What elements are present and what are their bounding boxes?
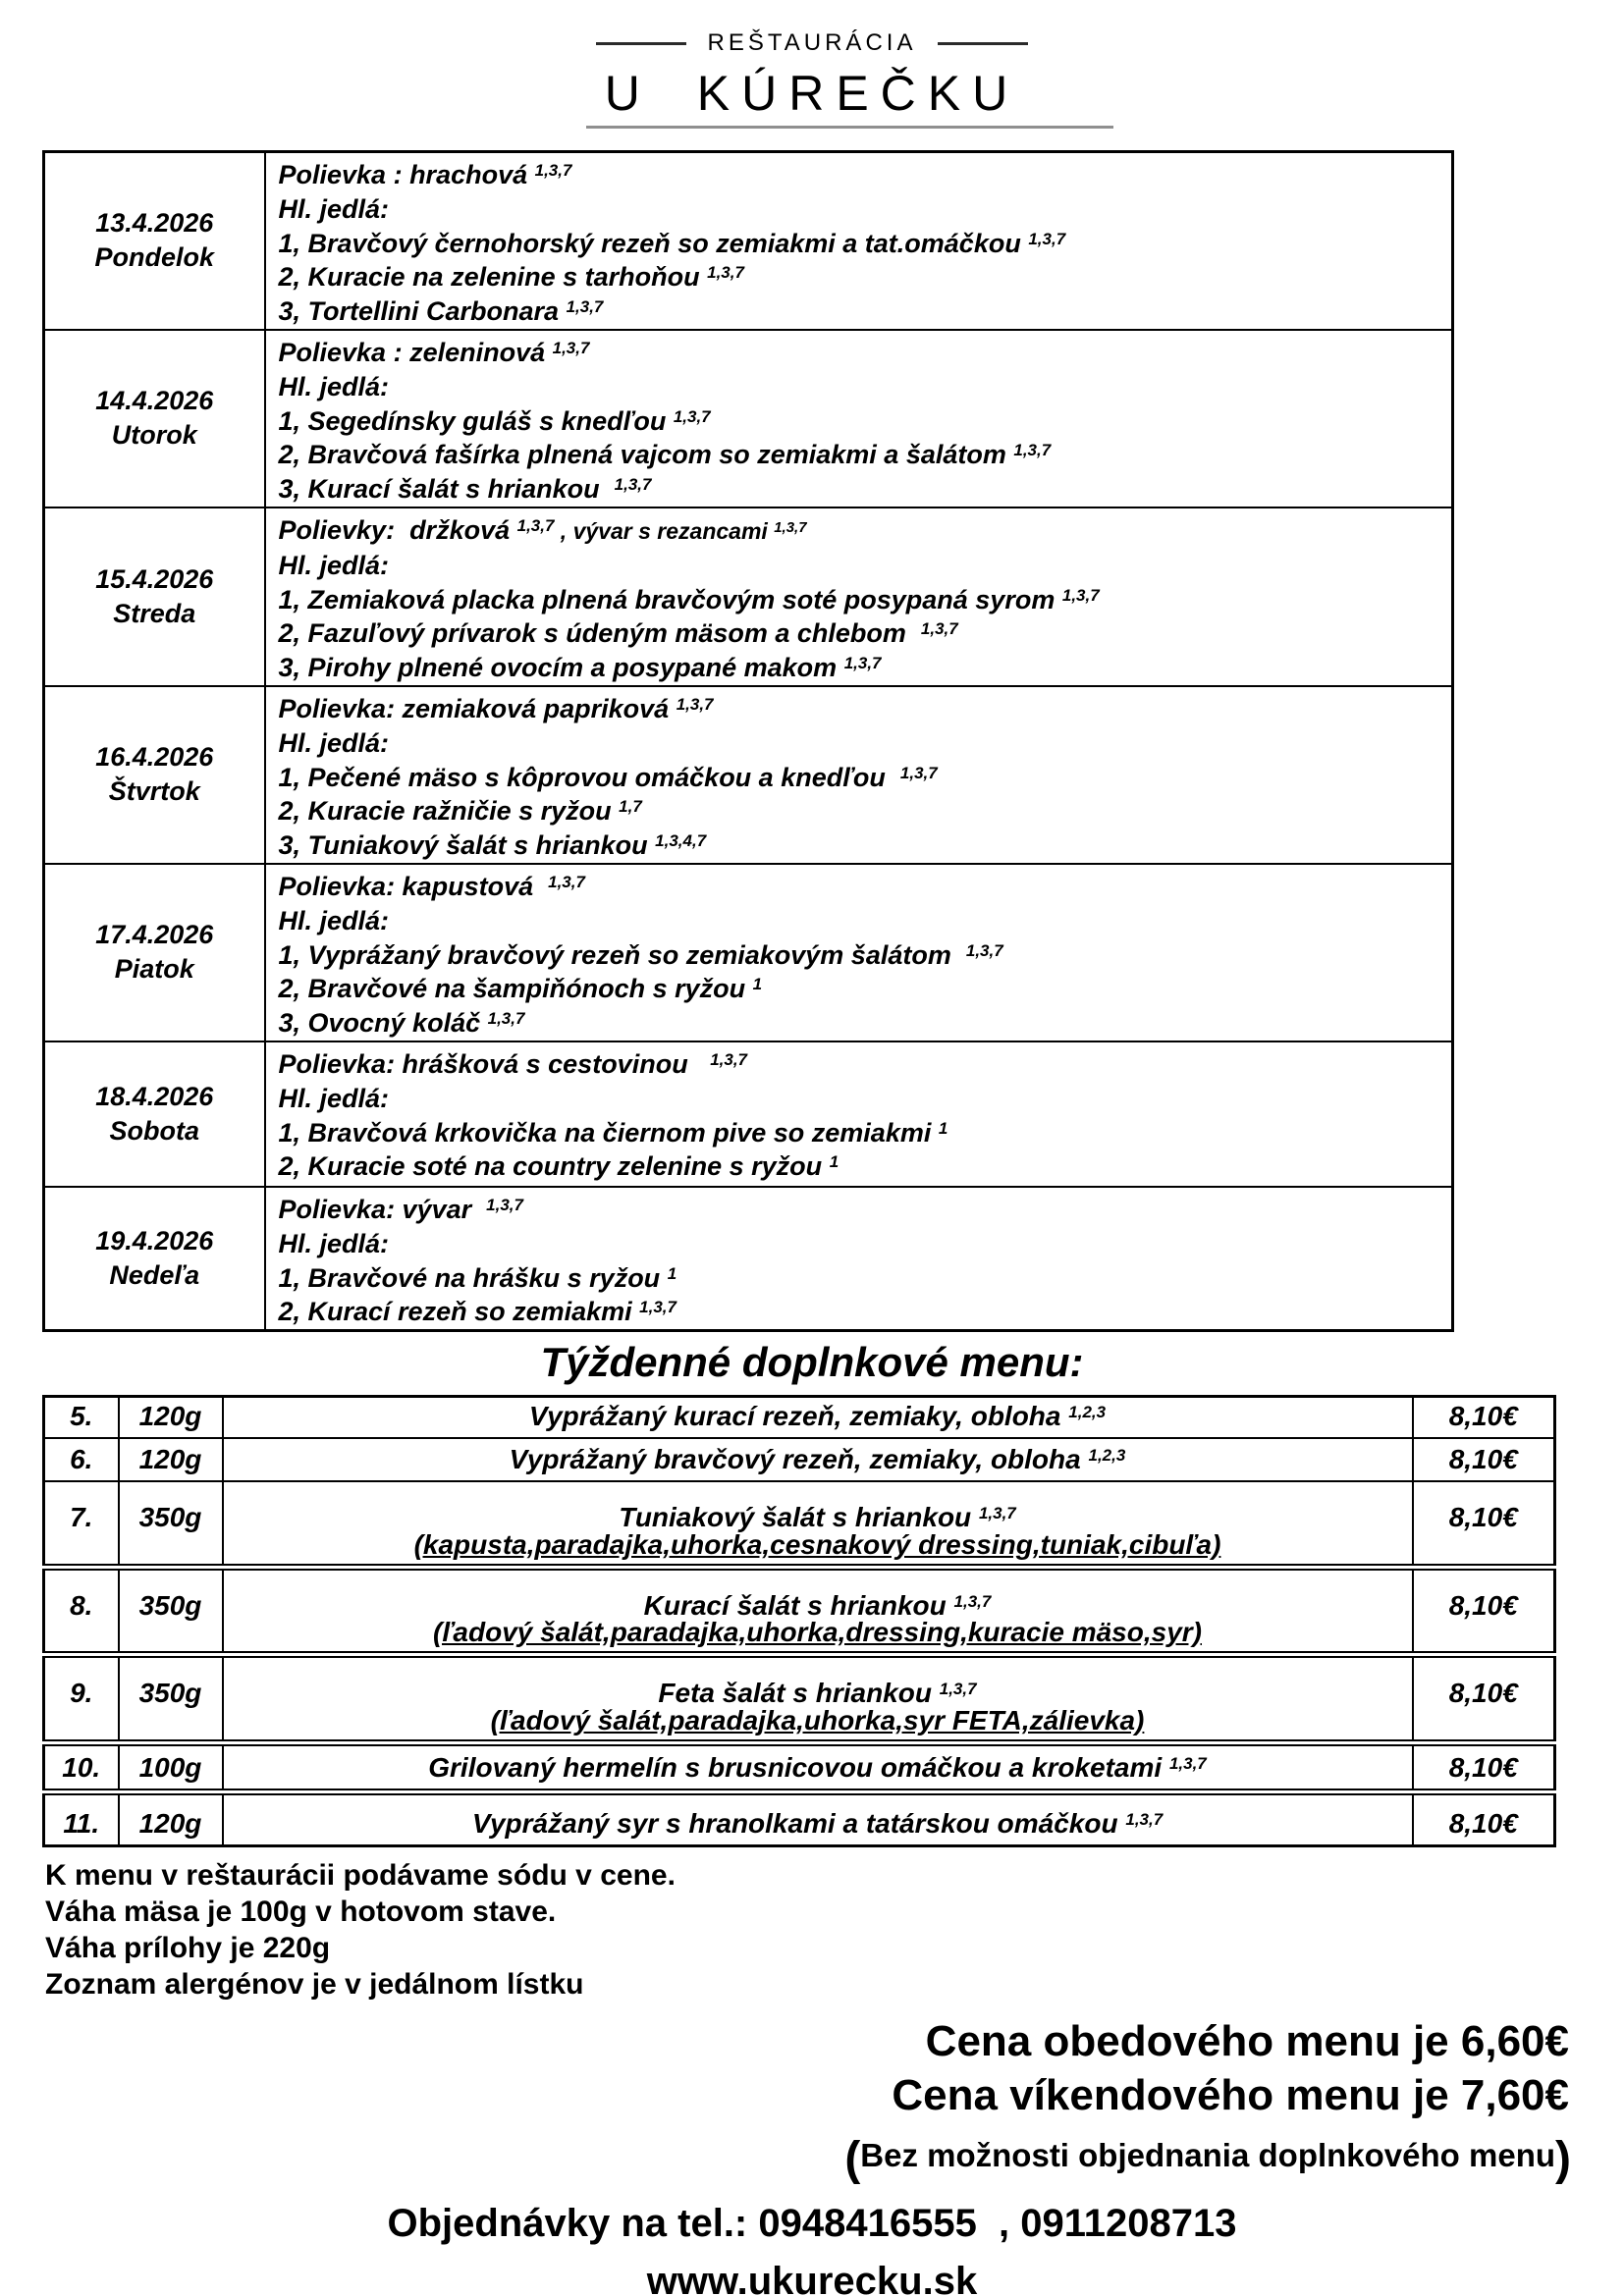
lunch-menu-price: Cena obedového menu je 6,60€ (925, 2017, 1569, 2066)
dish-text: Hl. jedlá: (278, 1083, 390, 1113)
item-description (225, 1571, 1411, 1622)
allergen-codes: 1 (752, 975, 763, 994)
item-weight-cell: 350g (119, 1568, 223, 1655)
menu-line (279, 438, 1446, 472)
extras-item-row (44, 1438, 1555, 1481)
item-description-cell (223, 1438, 1413, 1481)
item-price-cell: 8,10€ (1413, 1792, 1555, 1846)
menu-line (279, 870, 1446, 904)
item-price-cell: 8,10€ (1413, 1438, 1555, 1481)
allergen-codes: 1,3,7 (1013, 441, 1052, 460)
allergen-codes: 1,2,3 (1068, 1402, 1107, 1421)
item-weight-cell: 350g (119, 1655, 223, 1743)
allergen-codes: 1,3,7 (710, 1049, 747, 1069)
dish-text: Hl. jedlá: (278, 371, 390, 401)
menu-line (279, 972, 1446, 1006)
orders-phone-line: Objednávky na tel.: 0948416555 , 0911208713 (387, 2202, 1237, 2246)
allergen-codes: 1,3,7 (920, 619, 958, 639)
dish-text: Polievka : hrachová (278, 160, 535, 189)
menu-line (279, 260, 1446, 294)
item-description (225, 1808, 1411, 1840)
menu-day-row (44, 507, 1453, 686)
dish-text: 2, Kuracie soté na country zelenine s ryžou (278, 1151, 830, 1182)
menu-line (279, 1047, 1446, 1082)
allergen-codes: 1,3,7 (487, 1009, 525, 1029)
close-paren: ) (1555, 2133, 1571, 2186)
restaurant-label: REŠTAURÁCIA (707, 29, 917, 56)
item-description (225, 1482, 1411, 1533)
allergen-codes: 1,3,7 (552, 338, 590, 357)
allergen-codes: 1,3,7 (899, 763, 938, 782)
menu-line (279, 404, 1446, 439)
item-number-cell: 7. (44, 1481, 119, 1568)
date-label: 13.4.2026 (95, 208, 214, 239)
date-cell (44, 864, 265, 1041)
extras-item-row (44, 1481, 1555, 1568)
allergen-codes: 1,3,7 (614, 475, 652, 495)
no-extras-note-text: Bez možnosti objednania doplnkového menu (860, 2137, 1556, 2174)
restaurant-header (0, 0, 1624, 129)
menu-line (279, 370, 1446, 404)
day-menu-cell (265, 864, 1453, 1041)
dish-text: 2, Kuracie ražničie s ryžou (278, 796, 620, 827)
dish-text: Vyprážaný syr s hranolkami a tatárskou omáčkou (471, 1808, 1126, 1840)
allergen-codes: 1,3,4,7 (655, 831, 707, 851)
menu-line (279, 794, 1446, 828)
menu-line (279, 616, 1446, 651)
day-menu-cell (265, 330, 1453, 507)
menu-day-row (44, 1187, 1453, 1331)
dish-text: Vyprážaný bravčový rezeň, zemiaky, obloha (509, 1443, 1089, 1474)
extras-item-row (44, 1792, 1555, 1846)
dish-text: Polievky: držková (278, 514, 517, 545)
allergen-codes: 1,3,7 (953, 1592, 992, 1612)
item-description-cell (223, 1792, 1413, 1846)
menu-day-row (44, 152, 1453, 330)
item-price-cell: 8,10€ (1413, 1743, 1555, 1792)
allergen-codes: 1,3,7 (939, 1680, 977, 1699)
extras-menu-title: Týždenné doplnkové menu: (540, 1339, 1084, 1386)
item-weight-cell: 120g (119, 1397, 223, 1438)
decorative-rule-left (596, 42, 686, 45)
item-number-cell: 8. (44, 1568, 119, 1655)
allergen-codes: 1,3,7 (639, 1298, 677, 1317)
date-label: 15.4.2026 (95, 563, 214, 594)
item-description (225, 1658, 1411, 1709)
menu-line (279, 336, 1446, 370)
dish-text: Kurací šalát s hriankou (643, 1590, 954, 1622)
item-price-cell: 8,10€ (1413, 1568, 1555, 1655)
menu-line (279, 1116, 1446, 1150)
dish-text: 3, Kurací šalát s hriankou (278, 474, 615, 505)
date-cell (44, 152, 265, 330)
menu-line (279, 726, 1446, 761)
menu-line (279, 192, 1446, 227)
date-label: 16.4.2026 (95, 742, 214, 773)
allergen-codes: 1,3,7 (707, 263, 744, 283)
day-name-label: Streda (113, 598, 196, 628)
no-extras-note (0, 2132, 1624, 2186)
allergen-codes: 1,3,7 (548, 872, 585, 891)
allergen-codes: 1,3,7 (1028, 229, 1066, 248)
extras-item-row (44, 1397, 1555, 1438)
menu-line (279, 472, 1446, 507)
dish-text: 1, Segedínsky guláš s knedľou (278, 405, 674, 436)
dish-text: Polievka: zemiaková papriková (278, 693, 677, 723)
menu-day-row (44, 864, 1453, 1041)
allergen-codes: 1 (667, 1263, 677, 1283)
dish-text: 2, Bravčové na šampiňónoch s ryžou (278, 974, 753, 1004)
menu-line (279, 938, 1446, 973)
menu-line (279, 904, 1446, 938)
dish-text: Polievka: kapustová (278, 871, 549, 901)
dish-text: 1, Vyprážaný bravčový rezeň so zemiakovým šalátom (278, 939, 966, 970)
dish-text: Tuniakový šalát s hriankou (619, 1501, 979, 1532)
allergen-codes: 1 (829, 1152, 839, 1172)
date-label: 19.4.2026 (95, 1226, 214, 1256)
note-line: K menu v reštaurácii podávame sódu v cene. (45, 1859, 676, 1893)
day-name-label: Nedeľa (109, 1260, 200, 1291)
date-cell (44, 686, 265, 864)
menu-line (279, 583, 1446, 617)
dish-text: 1, Pečené mäso s kôprovou omáčkou a knedľou (278, 762, 900, 792)
allergen-codes: 1,3,7 (774, 518, 807, 536)
dish-text: Polievka : zeleninová (278, 337, 553, 367)
allergen-codes: 1,3,7 (965, 940, 1003, 960)
day-name-label: Štvrtok (108, 776, 200, 807)
dish-text: , vývar s rezancami (554, 517, 775, 544)
allergen-codes: 1,3,7 (676, 694, 714, 714)
dish-text: Hl. jedlá: (278, 905, 390, 935)
day-name-label: Pondelok (94, 242, 214, 273)
allergen-codes: 1,3,7 (534, 161, 572, 180)
dish-text: Hl. jedlá: (278, 550, 390, 580)
note-line: Váha mäsa je 100g v hotovom stave. (45, 1896, 557, 1929)
menu-line (279, 1227, 1446, 1261)
allergen-codes: 1,3,7 (673, 406, 711, 426)
date-cell (44, 330, 265, 507)
menu-notes (45, 1857, 1624, 2002)
allergen-codes: 1,3,7 (1061, 585, 1100, 605)
menu-line (279, 1261, 1446, 1296)
allergen-codes: 1,3,7 (843, 654, 882, 673)
menu-line (279, 227, 1446, 261)
day-menu-cell (265, 507, 1453, 686)
dish-text: 1, Bravčová krkovička na čiernom pive so zemiakmi (278, 1117, 939, 1148)
dish-text: 1, Bravčové na hrášku s ryžou (278, 1262, 668, 1293)
item-price-cell: 8,10€ (1413, 1655, 1555, 1743)
restaurant-label-row (0, 29, 1624, 57)
day-menu-cell (265, 686, 1453, 864)
extras-item-row (44, 1568, 1555, 1655)
item-number-cell: 6. (44, 1438, 119, 1481)
dish-text: Polievka: vývar (278, 1194, 487, 1224)
allergen-codes: 1 (938, 1118, 948, 1138)
item-description-cell (223, 1397, 1413, 1438)
menu-line (279, 1193, 1446, 1227)
allergen-codes: 1,3,7 (566, 297, 604, 317)
item-weight-cell: 350g (119, 1481, 223, 1568)
menu-day-row (44, 330, 1453, 507)
menu-line (279, 1006, 1446, 1041)
item-weight-cell: 120g (119, 1438, 223, 1481)
decorative-underline (586, 126, 1113, 129)
menu-line (279, 692, 1446, 726)
menu-line (279, 1082, 1446, 1116)
dish-text: Hl. jedlá: (278, 727, 390, 758)
weekend-menu-price: Cena víkendového menu je 7,60€ (892, 2071, 1569, 2120)
restaurant-name: U KÚREČKU (604, 66, 1020, 121)
menu-line (279, 158, 1446, 192)
dish-text: 1, Bravčový černohorský rezeň so zemiakmi a tat.omáčkou (278, 228, 1029, 258)
dish-text: Feta šalát s hriankou (658, 1678, 940, 1709)
item-weight-cell: 120g (119, 1792, 223, 1846)
extras-menu-table (42, 1395, 1556, 1847)
dish-text: 3, Tortellini Carbonara (278, 296, 567, 327)
day-name-label: Utorok (111, 420, 197, 451)
dish-text: Hl. jedlá: (278, 193, 390, 224)
dish-text: 3, Ovocný koláč (278, 1008, 488, 1039)
allergen-codes: 1,3,7 (516, 515, 555, 535)
dish-text: 3, Pirohy plnené ovocím a posypané makom (278, 653, 844, 683)
note-line: Zoznam alergénov je v jedálnom lístku (45, 1968, 584, 2002)
menu-line (279, 1149, 1446, 1184)
menu-line (279, 828, 1446, 863)
menu-line (279, 1295, 1446, 1329)
item-number-cell: 11. (44, 1792, 119, 1846)
date-cell (44, 507, 265, 686)
date-label: 18.4.2026 (95, 1081, 214, 1111)
item-description (225, 1752, 1411, 1784)
date-label: 14.4.2026 (95, 386, 214, 416)
menu-line (279, 549, 1446, 583)
allergen-codes: 1,7 (619, 797, 642, 817)
dish-text: Vyprážaný kurací rezeň, zemiaky, obloha (528, 1400, 1069, 1431)
item-description-cell (223, 1743, 1413, 1792)
menu-line (279, 294, 1446, 329)
item-number-cell: 5. (44, 1397, 119, 1438)
date-cell (44, 1041, 265, 1187)
open-paren: ( (844, 2133, 861, 2186)
day-menu-cell (265, 152, 1453, 330)
day-menu-cell (265, 1041, 1453, 1187)
extras-item-row (44, 1743, 1555, 1792)
allergen-codes: 1,3,7 (978, 1503, 1016, 1522)
item-number-cell: 10. (44, 1743, 119, 1792)
dish-text: Hl. jedlá: (278, 1228, 390, 1258)
item-ingredients: (kapusta,paradajka,uhorka,cesnakový dressing,tuniak,cibuľa) (413, 1529, 1221, 1561)
item-number-cell: 9. (44, 1655, 119, 1743)
allergen-codes: 1,3,7 (1168, 1754, 1207, 1774)
allergen-codes: 1,3,7 (1125, 1810, 1164, 1830)
menu-day-row (44, 686, 1453, 864)
item-description (225, 1444, 1411, 1475)
menu-line (279, 761, 1446, 795)
item-description (225, 1401, 1411, 1432)
weekly-menu-table (42, 150, 1454, 1332)
dish-text: 2, Bravčová fašírka plnená vajcom so zemiakmi a šalátom (278, 440, 1014, 470)
item-description-cell (223, 1568, 1413, 1655)
item-price-cell: 8,10€ (1413, 1397, 1555, 1438)
menu-line (279, 513, 1446, 549)
allergen-codes: 1,2,3 (1088, 1445, 1126, 1465)
date-label: 17.4.2026 (95, 920, 214, 950)
dish-text: 2, Fazuľový prívarok s údeným mäsom a chlebom (278, 618, 921, 649)
dish-text: 3, Tuniakový šalát s hriankou (278, 830, 656, 861)
day-name-label: Piatok (114, 954, 194, 985)
note-line: Váha prílohy je 220g (45, 1932, 331, 1965)
item-price-cell: 8,10€ (1413, 1481, 1555, 1568)
item-description-cell (223, 1481, 1413, 1568)
dish-text: Grilovaný hermelín s brusnicovou omáčkou a kroketami (428, 1752, 1169, 1784)
dish-text: 1, Zemiaková placka plnená bravčovým soté posypaná syrom (278, 584, 1062, 614)
extras-item-row (44, 1655, 1555, 1743)
website-url: www.ukurecku.sk (646, 2260, 978, 2296)
day-name-label: Sobota (109, 1115, 199, 1146)
decorative-rule-right (938, 42, 1028, 45)
item-weight-cell: 100g (119, 1743, 223, 1792)
allergen-codes: 1,3,7 (486, 1195, 523, 1214)
item-ingredients: (ľadový šalát,paradajka,uhorka,dressing,kuracie mäso,syr) (433, 1617, 1202, 1648)
date-cell (44, 1187, 265, 1331)
dish-text: Polievka: hrášková s cestovinou (278, 1048, 711, 1079)
menu-line (279, 651, 1446, 685)
dish-text: 2, Kurací rezeň so zemiakmi (278, 1297, 640, 1327)
dish-text: 2, Kuracie na zelenine s tarhoňou (278, 262, 708, 293)
item-description-cell (223, 1655, 1413, 1743)
day-menu-cell (265, 1187, 1453, 1331)
item-ingredients: (ľadový šalát,paradajka,uhorka,syr FETA,zálievka) (490, 1705, 1145, 1736)
menu-day-row (44, 1041, 1453, 1187)
